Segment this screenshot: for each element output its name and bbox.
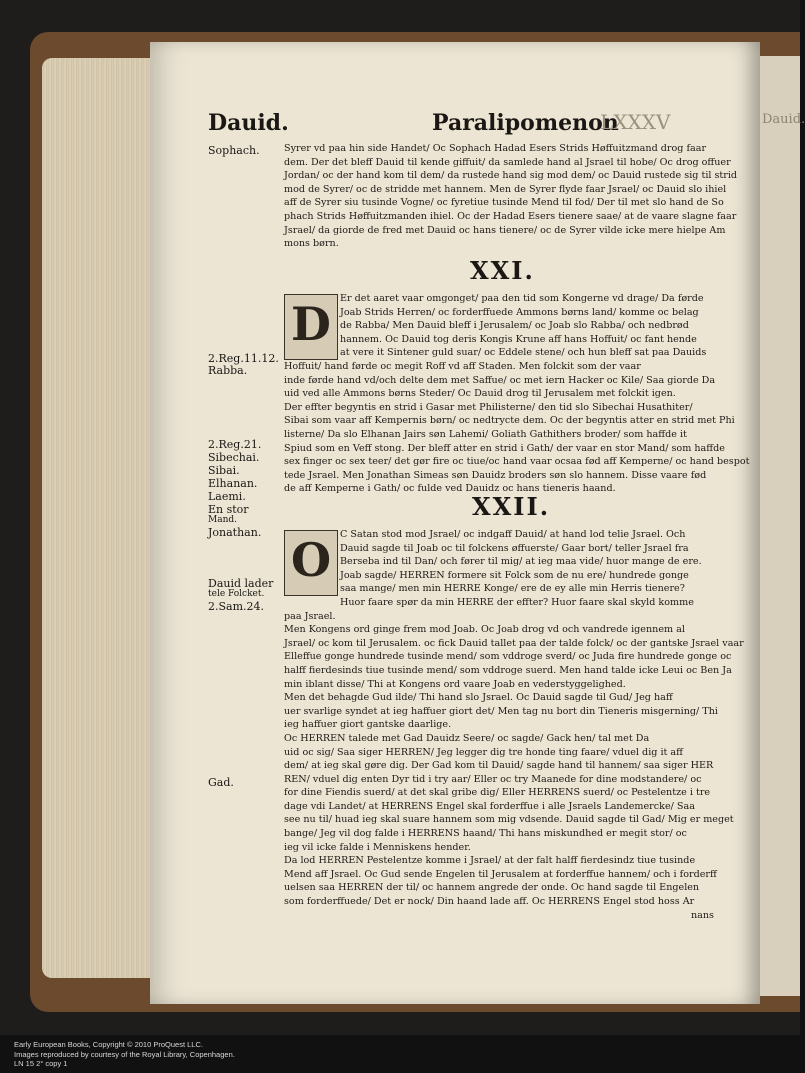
- text-line: at vere it Sintener guld suar/ oc Eddele stene/ och hun bleff sat paa Dauids: [340, 347, 707, 359]
- chapter-heading-22: XXII.: [472, 492, 551, 521]
- text-line: uid ved alle Ammons børns Steder/ Oc Dauid drog til Jerusalem met folckit igen.: [284, 388, 676, 400]
- margin-note-jonathan: Jonathan.: [208, 526, 262, 539]
- facing-page-header: Dauid.: [762, 112, 805, 127]
- margin-note-laemi: Laemi.: [208, 490, 246, 503]
- text-line: bange/ Jeg vil dog falde i HERRENS haand/ Thi hans miskundhed er megit stor/ oc: [284, 828, 687, 840]
- text-line: Huor faare spør da min HERRE der effter? Huor faare skal skyld komme: [340, 596, 694, 608]
- text-line: Da lod HERREN Pestelentze komme i Jsrael/ at der falt halff fierdesindz tiue tusinde: [284, 855, 696, 867]
- text-line: Der effter begyntis en strid i Gasar met Philisterne/ den tid slo Sibechai Husathiter/: [284, 401, 693, 413]
- text-line: uer svarlige syndet at ieg haffuer giort det/ Men tag nu bort din Tieneris misgerning/ Thi: [284, 705, 718, 717]
- text-line: Syrer vd paa hin side Handet/ Oc Sophach Hadad Esers Strids Høffuitzmand drog faar: [284, 143, 707, 154]
- copyright-footer: [14, 1040, 235, 1069]
- text-line: uelsen saa HERREN der til/ oc hannem angrede der onde. Oc hand sagde til Engelen: [284, 882, 700, 894]
- text-line: Er det aaret vaar omgonget/ paa den tid som Kongerne vd drage/ Da førde: [340, 293, 704, 304]
- text-line: mons børn.: [284, 238, 339, 250]
- text-line: Jordan/ oc der hand kom til dem/ da rustede hand sig mod dem/ oc Dauid rustede sig til strid: [284, 170, 738, 182]
- margin-note-reg1: 2.Reg.11.12.: [208, 352, 279, 365]
- facing-page: [760, 56, 805, 996]
- folio-number: LXXXV: [600, 110, 671, 134]
- text-line: Elleffue gonge hundrede tusinde mend/ som vddroge sverd/ oc Juda fire hundrede gonge oc: [284, 651, 732, 663]
- text-line: Men Kongens ord ginge frem mod Joab. Oc Joab drog vd och vandrede igennem al: [284, 624, 685, 636]
- text-line: see nu til/ huad ieg skal suare hannem som mig vdsende. Dauid sagde til Gad/ Mig er meget: [284, 814, 734, 826]
- text-line: inde førde hand vd/och delte dem met Saffue/ oc met iern Hacker oc Kile/ Saa giorde Da: [284, 374, 716, 386]
- text-line: de Rabba/ Men Dauid bleff i Jerusalem/ oc Joab slo Rabba/ och nedbrød: [340, 320, 689, 332]
- initial-letter: O: [291, 533, 332, 587]
- chapter-21-text: [284, 292, 750, 496]
- text-line: Oc HERREN talede met Gad Dauidz Seere/ oc sagde/ Gack hen/ tal met Da: [284, 732, 650, 744]
- text-line: ieg vil icke falde i Menniskens hender.: [284, 841, 471, 853]
- chapter-heading-21: XXI.: [470, 256, 535, 285]
- margin-note-rabba: Rabba.: [208, 364, 248, 377]
- text-line: Joab Strids Herren/ oc forderffuede Ammons børns land/ komme oc belag: [340, 306, 699, 318]
- initial-letter: D: [291, 297, 331, 351]
- running-head-left: Dauid.: [208, 110, 289, 136]
- margin-note-sibechai: Sibechai.: [208, 451, 260, 464]
- text-line: Spiud som en Veff stong. Der bleff atter en strid i Gath/ der vaar en stor Mand/ som haffde: [284, 442, 725, 454]
- text-line: Jsrael/ da giorde de fred met Dauid oc hans tienere/ oc de Syrer vilde icke mere hielpe Am: [284, 224, 726, 236]
- opening-paragraph: [284, 142, 738, 251]
- margin-note-sophach: Sophach.: [208, 144, 260, 157]
- text-line: C Satan stod mod Jsrael/ oc indgaff Dauid/ at hand lod telie Jsrael. Och: [340, 529, 686, 540]
- margin-note-enstor: En stor: [208, 503, 249, 516]
- footer-line: Early European Books, Copyright © 2010 ProQuest LLC.: [14, 1040, 203, 1049]
- margin-note-sam: 2.Sam.24.: [208, 600, 265, 613]
- text-line: paa Jsrael.: [284, 610, 336, 622]
- text-line: ieg haffuer giort gantske daarlige.: [284, 719, 452, 731]
- text-line: Sibai som vaar aff Kempernis børn/ oc nedtrycte dem. Oc der begyntis atter en strid met Phi: [284, 415, 735, 427]
- margin-note-sibai: Sibai.: [208, 464, 240, 477]
- text-line: Men det behagde Gud ilde/ Thi hand slo Jsrael. Oc Dauid sagde til Gud/ Jeg haff: [284, 692, 673, 704]
- text-line: dage vdi Landet/ at HERRENS Engel skal forderffue i alle Jsraels Landemercke/ Saa: [284, 800, 695, 812]
- text-line: Dauid sagde til Joab oc til folckens øffuerste/ Gaar bort/ teller Jsrael fra: [340, 542, 689, 554]
- page-edges: [42, 58, 160, 978]
- running-head-title: Paralipomenon: [432, 110, 619, 136]
- text-line: listerne/ Da slo Elhanan Jairs søn Lahemi/ Goliath Gathithers broder/ som haffde it: [284, 428, 687, 440]
- text-line: hannem. Oc Dauid tog deris Kongis Krune aff hans Hoffuit/ oc fant hende: [340, 333, 697, 345]
- text-line: som forderffuede/ Det er nock/ Din haand lade aff. Oc HERRENS Engel stod hoss Ar: [284, 896, 695, 908]
- text-line: de aff Kemperne i Gath/ oc fulde ved Dauidz oc hans tieneris haand.: [284, 483, 616, 495]
- text-line: REN/ vduel dig enten Dyr tid i try aar/ Eller oc try Maanede for dine modstandere/ oc: [284, 773, 702, 785]
- margin-note-dauid-lader: Dauid lader: [208, 577, 274, 590]
- text-line: dem/ at ieg skal gøre dig. Der Gad kom til Dauid/ sagde hand til hannem/ saa siger HER: [284, 760, 714, 772]
- text-line: dem. Der det bleff Dauid til kende giffuit/ da samlede hand al Jsrael til hobe/ Oc drog offuer: [284, 156, 731, 168]
- text-line: mod de Syrer/ oc de stridde met hannem. Men de Syrer flyde faar Jsrael/ oc Dauid slo ihiel: [284, 183, 727, 195]
- margin-note-tele-folcket: tele Folcket.: [208, 589, 265, 599]
- margin-note-gad: Gad.: [208, 776, 234, 789]
- text-line: Mend aff Jsrael. Oc Gud sende Engelen til Jerusalem at forderffue hannem/ och i forderff: [284, 868, 717, 880]
- margin-note-mand: Mand.: [208, 515, 237, 525]
- text-line: Hoffuit/ hand førde oc megit Roff vd aff Staden. Men folckit som der vaar: [284, 360, 641, 372]
- text-line: aff de Syrer siu tusinde Vogne/ oc fyretiue tusinde Mend til fod/ Der til met slo hand de So: [284, 197, 724, 209]
- text-line: phach Strids Høffuitzmanden ihiel. Oc der Hadad Esers tienere saae/ at de vaare slagne faar: [284, 210, 737, 222]
- margin-note-elhanan: Elhanan.: [208, 477, 258, 490]
- text-line: halff fierdesinds tiue tusinde mend/ som vddroge suerd. Men hand talde icke Leui oc Ben Ja: [284, 664, 732, 676]
- book-page: [150, 42, 760, 1004]
- text-line: sex finger oc sex teer/ det gør fire oc tiue/oc hand vaar ocsaa fød aff Kemperne/ oc hand bespot: [284, 456, 750, 468]
- text-line: Jsrael/ oc kom til Jerusalem. oc fick Dauid tallet paa der talde folck/ oc der gantske Jsrael vaar: [284, 637, 744, 649]
- text-line: Berseba ind til Dan/ och fører til mig/ at ieg maa vide/ huor mange de ere.: [340, 556, 702, 568]
- text-line: uid oc sig/ Saa siger HERREN/ Jeg legger dig tre honde ting faare/ vduel dig it aff: [284, 746, 683, 758]
- margin-note-reg2: 2.Reg.21.: [208, 438, 262, 451]
- text-line: min iblant disse/ Thi at Kongens ord vaare Joab en vederstyggelighed.: [284, 678, 626, 690]
- text-line: for dine Fiendis suerd/ at det skal gribe dig/ Eller HERRENS suerd/ oc Pestelentze i tre: [284, 787, 711, 799]
- text-line: saa mange/ men min HERRE Konge/ ere de ey alle min Herris tienere?: [340, 583, 685, 595]
- text-line: Joab sagde/ HERREN formere sit Folck som de nu ere/ hundrede gonge: [340, 569, 689, 581]
- footer-line: Images reproduced by courtesy of the Royal Library, Copenhagen.: [14, 1049, 235, 1059]
- catchword: nans: [690, 909, 714, 921]
- footer-line: LN 15 2° copy 1: [14, 1059, 68, 1068]
- chapter-22-text: [284, 528, 744, 922]
- text-line: tede Jsrael. Men Jonathan Simeas søn Dauidz broders søn slo hannem. Disse vaare fød: [284, 469, 707, 481]
